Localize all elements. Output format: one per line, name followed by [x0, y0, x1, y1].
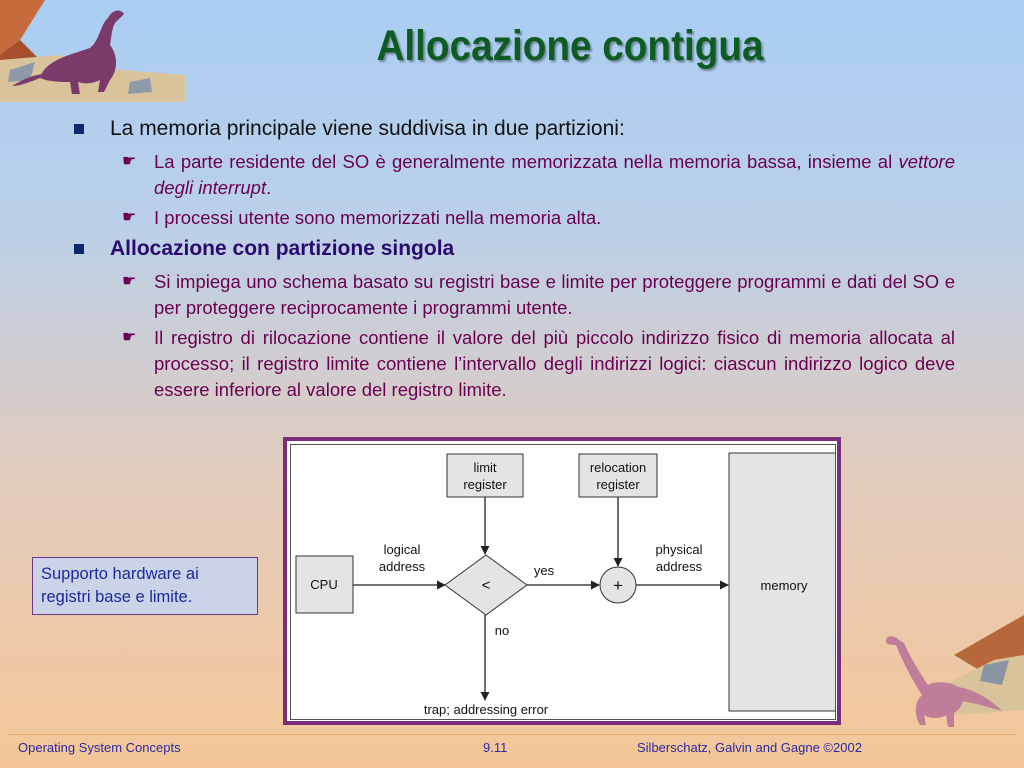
sub-bullet-italic: vettore degli interrupt [154, 151, 955, 198]
bullet-item [70, 235, 955, 263]
sub-bullet-text: I processi utente sono memorizzati nella memoria alta. [154, 207, 602, 228]
yes-label: yes [533, 563, 555, 578]
bullet-item [70, 115, 955, 143]
footer-course-title: Operating System Concepts [18, 740, 181, 755]
sub-bullet-item [70, 325, 955, 403]
square-bullet-icon [74, 124, 84, 134]
sub-bullet-item [70, 269, 955, 321]
sub-bullet-text-end: . [266, 177, 272, 198]
footer-authors: Silberschatz, Galvin and Gagne ©2002 [637, 740, 862, 755]
dinosaur-decoration-icon [0, 0, 190, 105]
limit-register-label-2: register [463, 477, 507, 492]
footer-page-number: 9.11 [483, 740, 508, 755]
diagram-area [290, 444, 836, 720]
bullet-text: La memoria principale viene suddivisa in due partizioni: [110, 117, 625, 140]
no-label: no [494, 623, 510, 638]
limit-register-label-1: limit [473, 460, 497, 475]
square-bullet-icon [74, 244, 84, 254]
cpu-label: CPU [310, 577, 338, 592]
sub-bullet-item [70, 205, 955, 231]
sub-bullet-text: Si impiega uno schema basato su registri base e limite per proteggere programmi e dati del SO e per proteggere reciprocamente i programmi utente. [154, 271, 955, 318]
relocation-register-label-1: relocation [589, 460, 647, 475]
logical-address-label-1: logical [383, 542, 421, 557]
trap-label: trap; addressing error [423, 702, 549, 717]
logical-address-label-2: address [378, 559, 426, 574]
physical-address-label-1: physical [655, 542, 703, 557]
pointing-hand-icon: ☛ [122, 209, 137, 226]
bullet-list [70, 115, 955, 407]
memory-label: memory [760, 578, 808, 593]
slide-title: Allocazione contigua [376, 22, 764, 70]
pointing-hand-icon: ☛ [122, 273, 137, 290]
diagram-frame [283, 437, 841, 725]
brontosaurus-decoration-icon [884, 615, 1024, 740]
diagram-caption: Supporto hardware ai registri base e limite. [32, 557, 258, 615]
footer-divider [8, 734, 1016, 735]
base-limit-hardware-diagram [291, 445, 835, 719]
compare-label: < [481, 577, 491, 594]
sub-bullet-text: Il registro di rilocazione contiene il valore del più piccolo indirizzo fisico di memoria allocata al processo; il registro limite contiene l’intervallo degli indirizzi logici: ciascun indirizzo logico deve essere inferiore al valore del registro limite. [154, 327, 955, 400]
physical-address-label-2: address [655, 559, 703, 574]
bullet-text: Allocazione con partizione singola [110, 237, 455, 260]
sub-bullet-item [70, 149, 955, 201]
sub-bullet-text: La parte residente del SO è generalmente memorizzata nella memoria bassa, insieme al [154, 151, 899, 172]
relocation-register-label-2: register [596, 477, 640, 492]
adder-label: + [613, 576, 623, 595]
pointing-hand-icon: ☛ [122, 329, 137, 346]
pointing-hand-icon: ☛ [122, 153, 137, 170]
footer [0, 732, 1024, 768]
